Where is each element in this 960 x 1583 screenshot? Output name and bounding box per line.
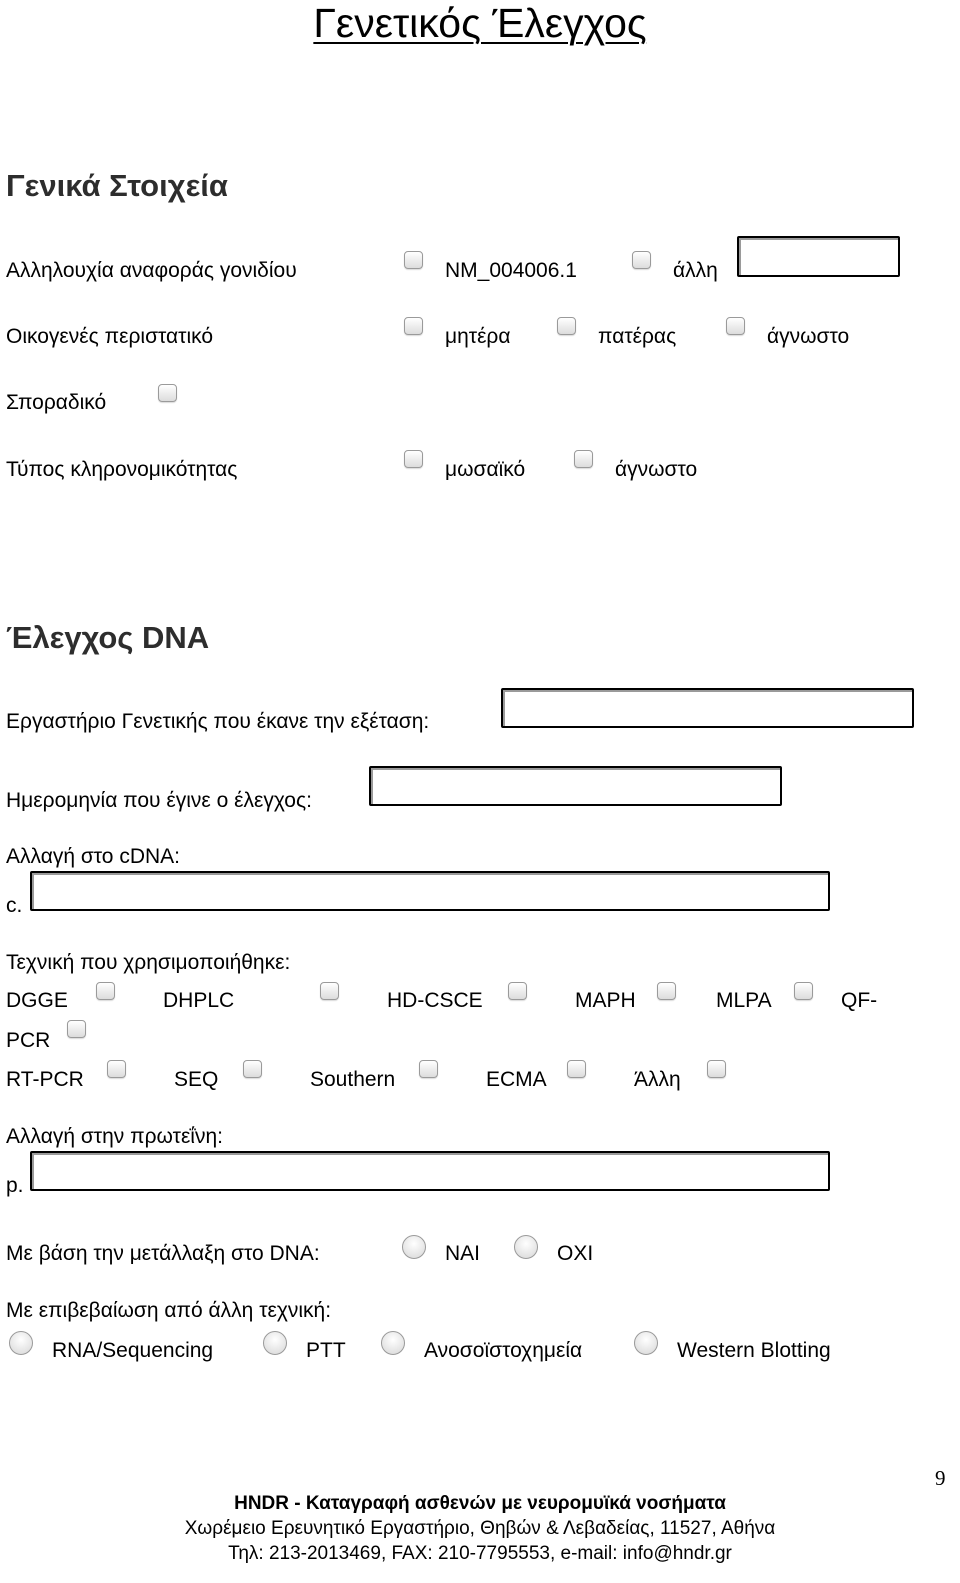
cdna-label: Αλλαγή στο cDNA:	[6, 845, 180, 868]
tech-rtpcr-label: RT-PCR	[6, 1068, 84, 1091]
inheritance-mosaic-checkbox[interactable]	[404, 450, 423, 468]
tech-hdcsce-label: HD-CSCE	[387, 989, 483, 1012]
confirm-ptt-label: PTT	[306, 1339, 346, 1362]
tech-ecma-label: ECMA	[486, 1068, 547, 1091]
protein-field[interactable]	[30, 1151, 830, 1191]
tech-seq-label: SEQ	[174, 1068, 219, 1091]
family-father-checkbox[interactable]	[557, 317, 576, 335]
tech-maph-checkbox[interactable]	[657, 982, 676, 1000]
lab-label: Εργαστήριο Γενετικής που έκανε την εξέταση:	[6, 710, 430, 733]
inheritance-unknown-checkbox[interactable]	[574, 450, 593, 468]
inheritance-label: Τύπος κληρονομικότητας	[6, 458, 238, 481]
confirm-western-label: Western Blotting	[677, 1339, 831, 1362]
family-unknown-label: άγνωστο	[767, 325, 850, 348]
tech-southern-checkbox[interactable]	[419, 1060, 438, 1078]
section-heading-general: Γενικά Στοιχεία	[6, 168, 228, 203]
tech-southern-label: Southern	[310, 1068, 396, 1091]
tech-qfpcr-label-a: QF-	[841, 989, 878, 1012]
based-on-dna-label: Με βάση την μετάλλαξη στο DNA:	[6, 1242, 320, 1265]
inheritance-mosaic-label: μωσαϊκό	[445, 458, 526, 481]
tech-maph-label: MAPH	[575, 989, 636, 1012]
test-date-field[interactable]	[369, 766, 782, 806]
footer-address: Χωρέμειο Ερευνητικό Εργαστήριο, Θηβών & Λεβαδείας, 11527, Αθήνα	[184, 1518, 776, 1539]
ref-seq-other-label: άλλη	[673, 259, 718, 282]
family-mother-label: μητέρα	[445, 325, 511, 348]
tech-ecma-checkbox[interactable]	[567, 1060, 586, 1078]
ref-seq-label: Αλληλουχία αναφοράς γονιδίου	[6, 259, 297, 282]
ref-seq-other-field[interactable]	[737, 236, 900, 277]
test-date-label: Ημερομηνία που έγινε ο έλεγχος:	[6, 789, 312, 812]
sporadic-label: Σποραδικό	[6, 391, 107, 414]
family-unknown-checkbox[interactable]	[726, 317, 745, 335]
tech-dgge-label: DGGE	[6, 989, 68, 1012]
technique-label: Τεχνική που χρησιμοποιήθηκε:	[6, 951, 291, 974]
based-on-dna-yes-radio[interactable]	[402, 1235, 426, 1259]
tech-seq-checkbox[interactable]	[243, 1060, 262, 1078]
confirm-ptt-radio[interactable]	[263, 1331, 287, 1355]
footer-contact: Τηλ: 213-2013469, FAX: 210-7795553, e-mail: info@hndr.gr	[228, 1543, 732, 1564]
page-number: 9	[935, 1466, 946, 1490]
confirm-rna-radio[interactable]	[9, 1331, 33, 1355]
cdna-prefix: c.	[6, 894, 23, 917]
confirm-ihc-radio[interactable]	[381, 1331, 405, 1355]
page-title-text: Γενετικός Έλεγχος	[313, 0, 647, 46]
tech-rtpcr-checkbox[interactable]	[107, 1060, 126, 1078]
tech-mlpa-label: MLPA	[716, 989, 772, 1012]
ref-seq-nm-checkbox[interactable]	[404, 251, 423, 269]
lab-field[interactable]	[501, 688, 914, 728]
tech-qfpcr-label-b: PCR	[6, 1029, 51, 1052]
family-mother-checkbox[interactable]	[404, 317, 423, 335]
tech-other-label: Άλλη	[634, 1068, 681, 1091]
inheritance-unknown-label: άγνωστο	[615, 458, 698, 481]
section-heading-dna: Έλεγχος DNA	[6, 620, 210, 655]
cdna-field[interactable]	[30, 871, 830, 911]
confirm-western-radio[interactable]	[634, 1331, 658, 1355]
sporadic-checkbox[interactable]	[158, 384, 177, 402]
family-history-label: Οικογενές περιστατικό	[6, 325, 214, 348]
page-title	[0, 0, 960, 46]
confirm-label: Με επιβεβαίωση από άλλη τεχνική:	[6, 1299, 332, 1322]
tech-mlpa-checkbox[interactable]	[794, 982, 813, 1000]
tech-other-checkbox[interactable]	[707, 1060, 726, 1078]
confirm-ihc-label: Ανοσοϊστοχημεία	[424, 1339, 583, 1362]
ref-seq-other-checkbox[interactable]	[632, 251, 651, 269]
based-on-dna-no-radio[interactable]	[514, 1235, 538, 1259]
based-on-dna-yes-label: ΝΑΙ	[445, 1242, 481, 1265]
tech-dgge-checkbox[interactable]	[96, 982, 115, 1000]
based-on-dna-no-label: ΟΧΙ	[557, 1242, 594, 1265]
protein-prefix: p.	[6, 1174, 24, 1197]
protein-label: Αλλαγή στην πρωτεΐνη:	[6, 1125, 223, 1148]
tech-hdcsce-checkbox[interactable]	[508, 982, 527, 1000]
confirm-rna-label: RNA/Sequencing	[52, 1339, 214, 1362]
family-father-label: πατέρας	[598, 325, 677, 348]
tech-qfpcr-checkbox[interactable]	[67, 1020, 86, 1038]
footer-title: HNDR - Καταγραφή ασθενών με νευρομυϊκά νοσήματα	[234, 1493, 726, 1514]
tech-dhplc-label: DHPLC	[163, 989, 235, 1012]
tech-dhplc-checkbox[interactable]	[320, 982, 339, 1000]
ref-seq-nm-label: NM_004006.1	[445, 259, 577, 282]
